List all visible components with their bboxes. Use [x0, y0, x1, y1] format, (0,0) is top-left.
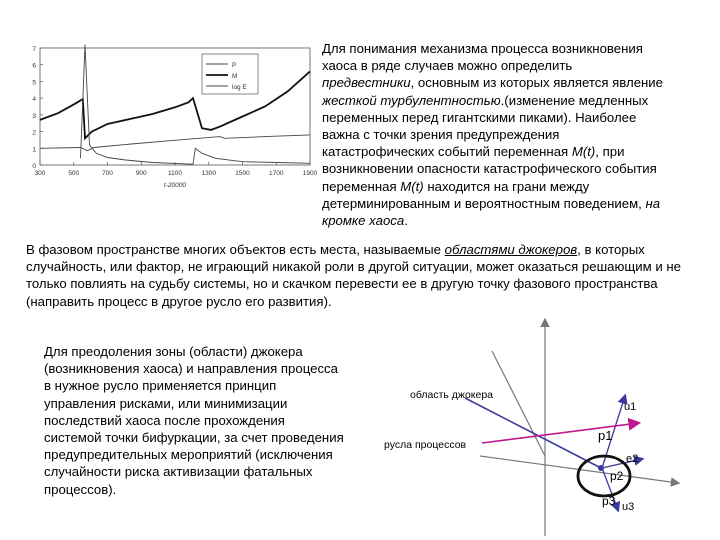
- paragraph-precursors: [322, 40, 667, 229]
- x-tick-label: 1300: [201, 170, 216, 177]
- p2-term-joker-regions: областями джокеров: [444, 242, 578, 257]
- y-tick-label: 5: [32, 79, 36, 87]
- label-process-channels: русла процессов: [384, 439, 467, 451]
- p1-term-precursors: предвестники: [322, 75, 411, 91]
- x-tick-label: 500: [68, 170, 80, 177]
- phase-diagram: [380, 318, 680, 538]
- y-tick-label: 4: [32, 96, 36, 104]
- legend-label: P: [232, 62, 237, 69]
- label-u3: u3: [622, 501, 635, 513]
- legend-box: [202, 54, 258, 94]
- y-tick-label: 1: [32, 146, 36, 154]
- p1-term-edge-of-chaos: на кромке хаоса: [322, 195, 661, 229]
- label-p2: p2: [610, 469, 624, 483]
- p1-text-4: , при возникновении опасности катастрофического события переменная: [322, 144, 657, 194]
- x-tick-label: 900: [135, 170, 147, 177]
- p1-text-2: , основным из которых является явление: [410, 75, 664, 91]
- series-2-line: [40, 71, 310, 138]
- paragraph-joker-regions: [26, 241, 698, 310]
- label-u1: u1: [624, 401, 637, 413]
- paragraph-risk-management: Для преодоления зоны (области) джокера (возникновения хаоса) и направления процесса в нужное русло применяется принцип управления рисками, или минимизации последствий хаоса после прохождения системой точки бифуркации, за счет проведения предупредительных мероприятий (исключения случайности риска активизации фатальных процессов).: [44, 344, 344, 497]
- label-p1: p1: [598, 428, 613, 443]
- p2-text-1: В фазовом пространстве многих объектов есть места, называемые: [26, 242, 445, 257]
- y-tick-label: 0: [32, 163, 36, 170]
- p1-text-5: находится на грани между детерминированным и вероятностным поведением,: [322, 178, 646, 211]
- chart-series-group: [40, 45, 310, 165]
- x-tick-label: 1100: [168, 170, 182, 177]
- y-tick-label: 2: [32, 129, 36, 137]
- p1-term-turbulence: жесткой турбулентностью: [322, 92, 501, 108]
- bifurcation-point: [598, 465, 604, 471]
- x-axis-label: t-20000: [163, 182, 187, 189]
- process-channel-line: [482, 423, 638, 443]
- x-tick-label: 1700: [269, 170, 284, 177]
- x-tick-label: 1900: [302, 170, 318, 177]
- x-tick-label: 700: [102, 170, 113, 177]
- legend-label: M: [232, 73, 238, 80]
- y-tick-label: 7: [32, 46, 36, 53]
- p1-var-m2: M(t): [400, 178, 424, 194]
- label-joker-region: область джокера: [410, 389, 494, 401]
- chart-axes: [32, 46, 317, 189]
- p1-text-1: Для понимания механизма процесса возникновения хаоса в ряде случаев можно определить: [322, 41, 643, 74]
- chart-legend: [202, 54, 258, 94]
- x-tick-label: 1500: [235, 170, 250, 177]
- y-tick-label: 3: [32, 112, 36, 120]
- chaos-chart: [20, 40, 320, 200]
- p2-text-2: , в которых случайность, или фактор, не играющий никакой роли в другой ситуации, может оказаться решающим и не только повлиять на судьбу системы, но и скачком перевести ее в другую точку фазового пространства (направить процесс в другое русло его развития).: [26, 242, 681, 309]
- x-tick-label: 300: [34, 170, 46, 177]
- label-e2: e2: [626, 453, 639, 465]
- legend-label: log E: [232, 84, 247, 91]
- p1-text-3: .(изменение медленных переменных перед гигантскими пиками). Наиболее важна с точки зрения предупреждения катастрофических событий переменная: [322, 92, 649, 160]
- p1-text-6: .: [404, 213, 408, 229]
- label-p3: p3: [602, 494, 616, 508]
- p1-var-m1: M(t): [571, 144, 596, 160]
- y-tick-label: 6: [32, 62, 36, 70]
